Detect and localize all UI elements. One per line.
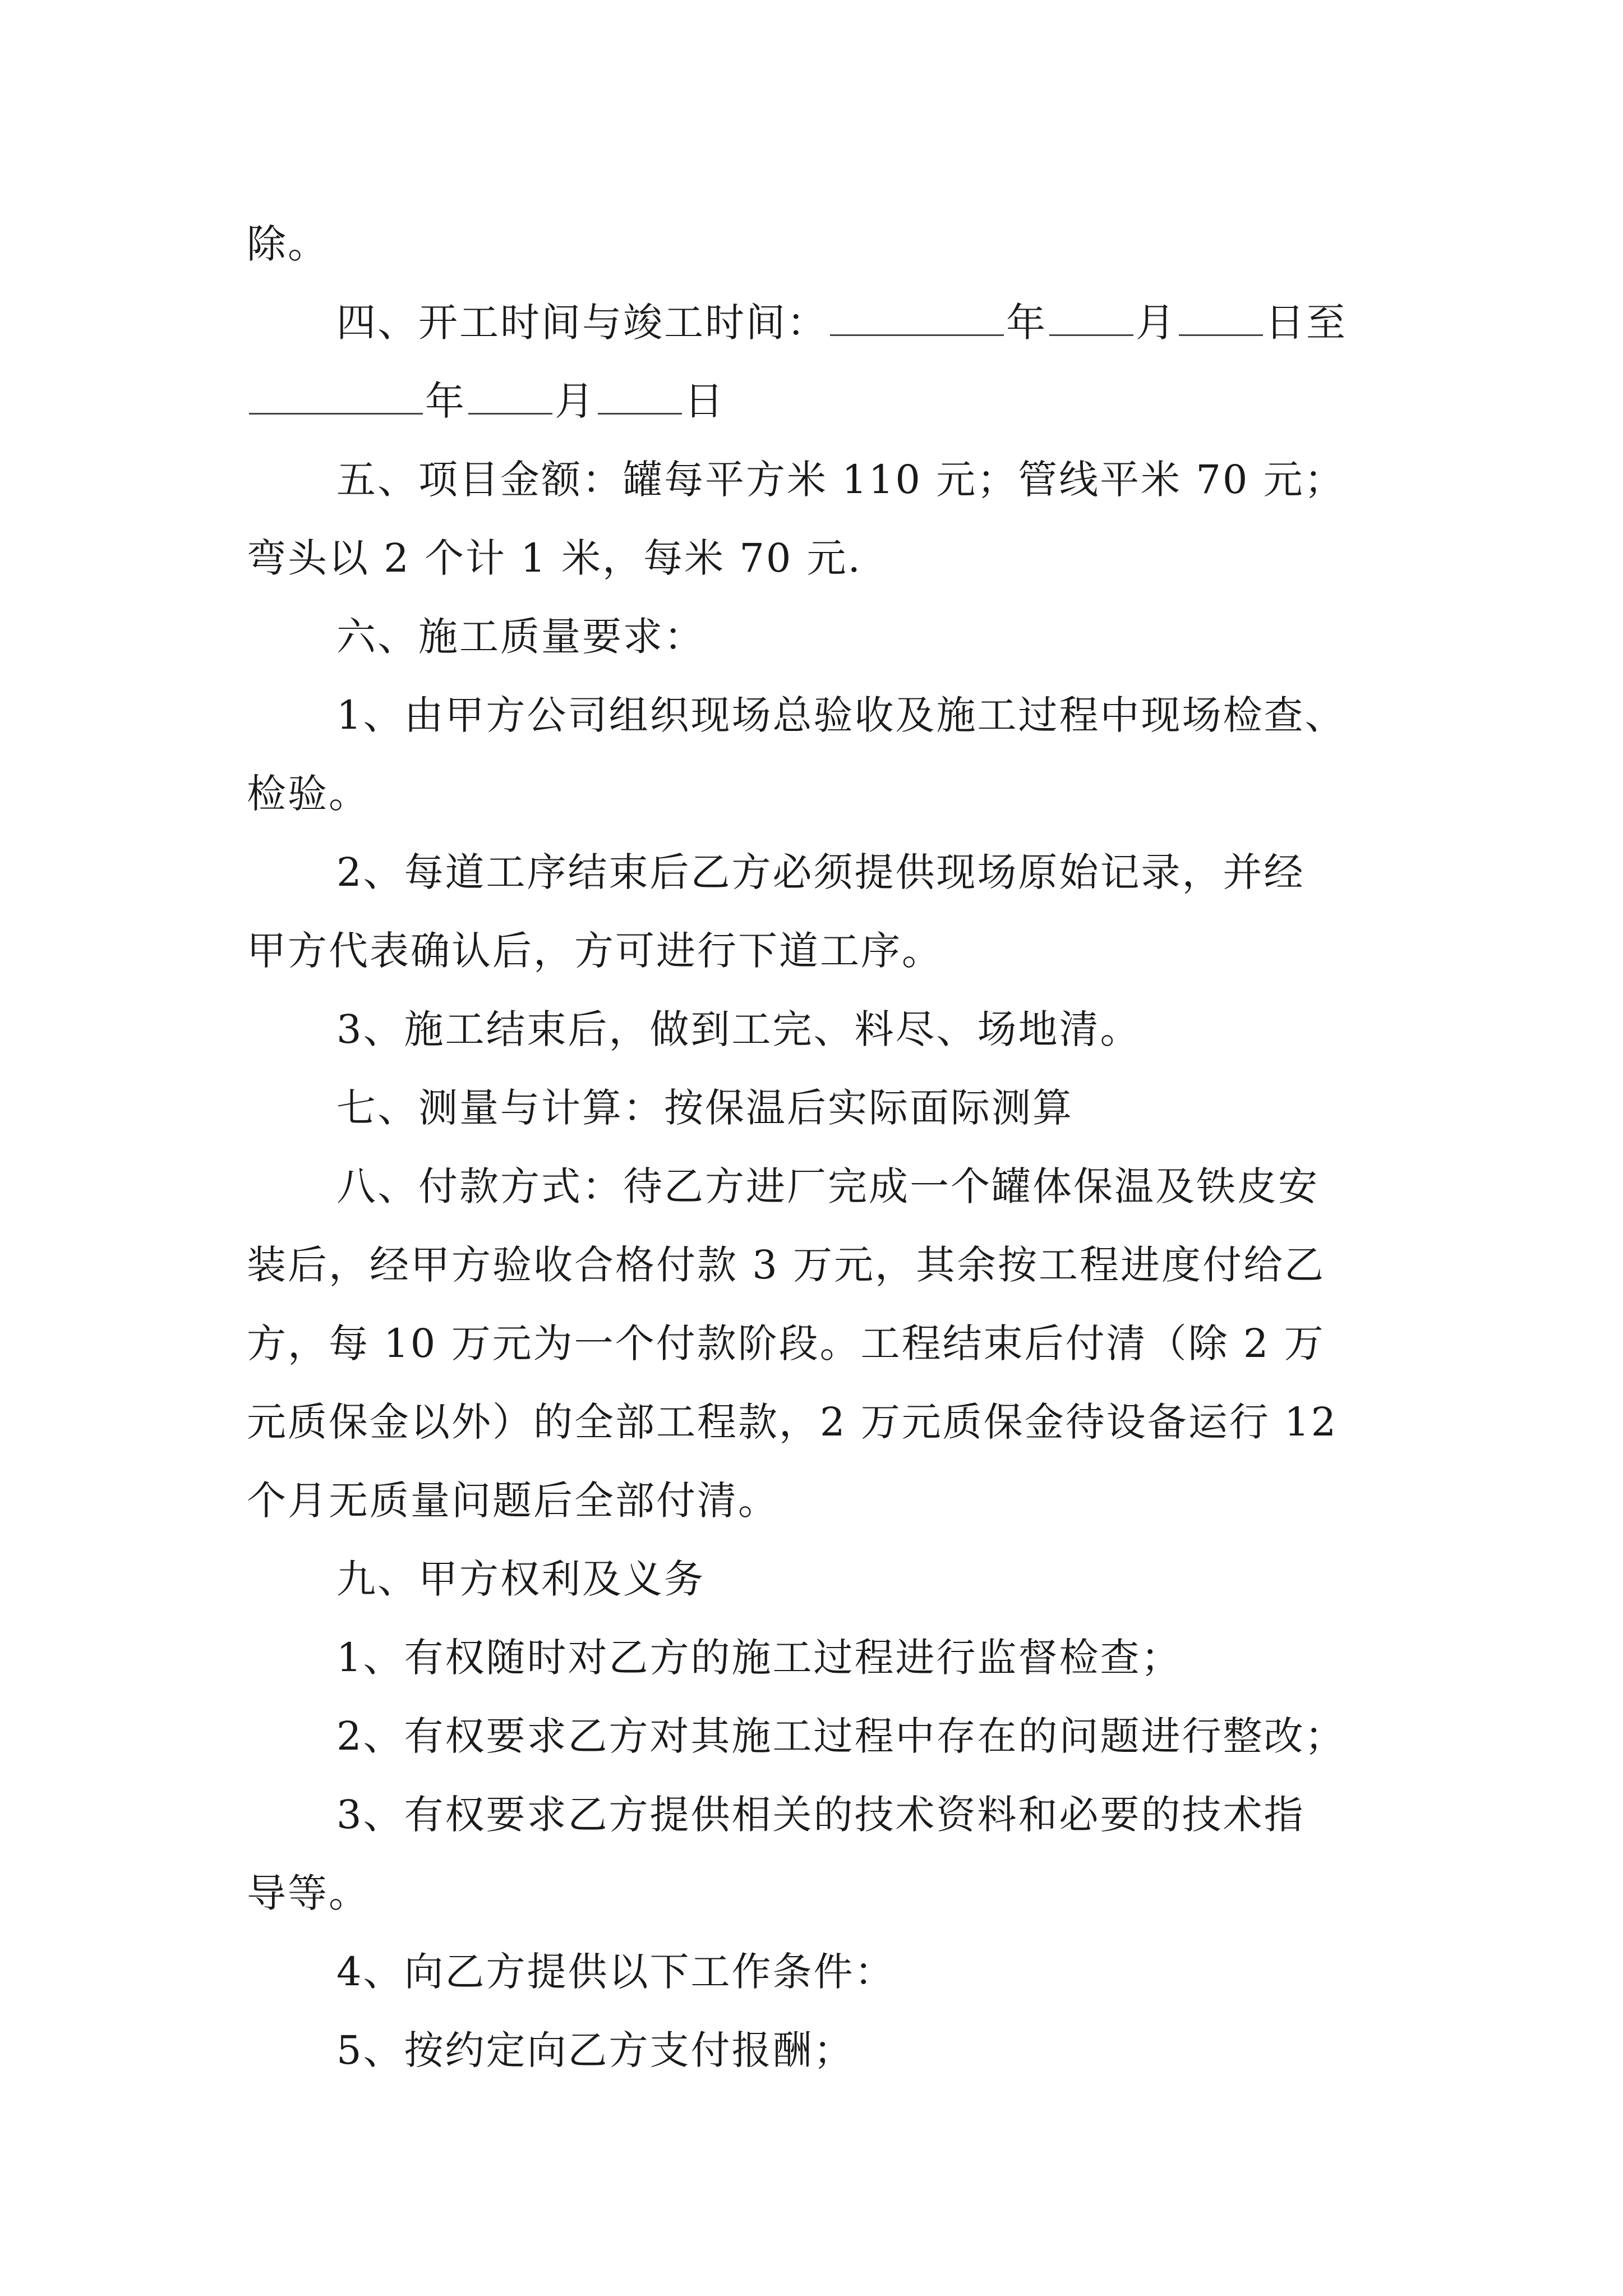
schedule-line-start: [336, 283, 1475, 362]
day-blank: [1179, 295, 1263, 336]
text-line: 导等。: [247, 1870, 370, 1916]
text-line: 方，每 10 万元为一个付款阶段。工程结束后付清（除 2 万: [247, 1320, 1325, 1366]
text-line: 3、有权要求乙方提供相关的技术资料和必要的技术指: [336, 1792, 1305, 1838]
text-segment: 月: [555, 378, 596, 424]
text-line: 2、每道工序结束后乙方必须提供现场原始记录，并经: [336, 849, 1305, 895]
month-blank: [1049, 295, 1133, 336]
month-blank: [468, 374, 552, 415]
text-line: 1、由甲方公司组织现场总验收及施工过程中现场检查、: [336, 692, 1346, 738]
text-line: 装后，经甲方验收合格付款 3 万元，其余按工程进度付给乙: [247, 1242, 1326, 1288]
text-segment: 年: [425, 378, 466, 424]
schedule-line-end: [247, 362, 1385, 440]
text-segment: 日至: [1265, 300, 1347, 346]
year-blank: [830, 295, 1004, 336]
text-segment: 四、开工时间与竣工时间：: [336, 300, 828, 346]
year-blank: [249, 374, 423, 415]
text-line: 九、甲方权利及义务: [336, 1556, 705, 1602]
text-line: 3、施工结束后，做到工完、料尽、场地清。: [336, 1006, 1141, 1052]
text-line: 个月无质量问题后全部付清。: [247, 1478, 779, 1524]
text-line: 除。: [247, 221, 329, 267]
text-line: 5、按约定向乙方支付报酬；: [336, 2027, 855, 2073]
text-line: 1、有权随时对乙方的施工过程进行监督检查；: [336, 1635, 1182, 1681]
day-blank: [598, 374, 682, 415]
text-segment: 年: [1006, 300, 1047, 346]
text-segment: 月: [1136, 300, 1177, 346]
text-line: 2、有权要求乙方对其施工过程中存在的问题进行整改；: [336, 1713, 1346, 1759]
text-line: 七、测量与计算：按保温后实际面际测算: [336, 1085, 1073, 1131]
text-segment: 日: [684, 378, 725, 424]
text-line: 弯头以 2 个计 1 米，每米 70 元.: [247, 535, 862, 581]
text-line: 六、施工质量要求：: [336, 614, 705, 660]
text-line: 检验。: [247, 771, 370, 817]
text-line: 元质保金以外）的全部工程款，2 万元质保金待设备运行 12: [247, 1399, 1338, 1445]
text-line: 4、向乙方提供以下工作条件：: [336, 1949, 896, 1995]
text-line: 八、付款方式：待乙方进厂完成一个罐体保温及铁皮安: [336, 1163, 1319, 1209]
text-line: 五、项目金额：罐每平方米 110 元；管线平米 70 元；: [336, 457, 1345, 503]
text-line: 甲方代表确认后，方可进行下道工序。: [247, 928, 943, 974]
